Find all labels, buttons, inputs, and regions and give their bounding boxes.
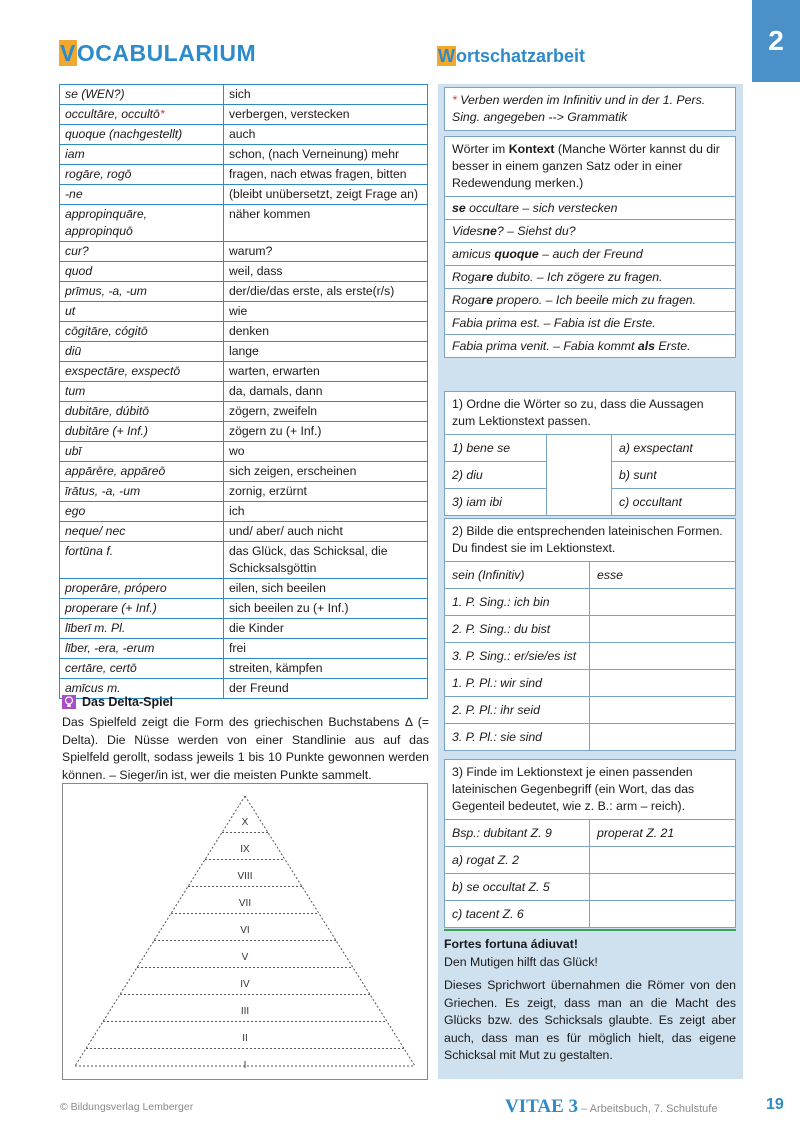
exercise-1-right: c) occultant — [612, 489, 735, 516]
latin-word: cōgitāre, cógitō — [60, 322, 224, 342]
exercise-2-row — [445, 724, 735, 751]
copyright: © Bildungsverlag Lemberger — [60, 1101, 194, 1113]
delta-game-heading — [62, 695, 173, 709]
latin-word: dubitāre (+ Inf.) — [60, 422, 224, 442]
proverb-box — [444, 929, 736, 1065]
exercise-1-grid — [445, 434, 735, 515]
vocabularium-heading: VOCABULARIUM — [60, 40, 257, 66]
delta-game-board — [62, 783, 428, 1080]
proverb-translation: Den Mutigen hilft das Glück! — [444, 954, 598, 969]
exercise-3-grid — [445, 819, 735, 927]
page-number: 19 — [766, 1096, 784, 1113]
antonym-answer[interactable] — [590, 901, 736, 928]
latin-word: iam — [60, 145, 224, 165]
german-meaning: warten, erwarten — [224, 362, 428, 382]
latin-word: quod — [60, 262, 224, 282]
form-answer[interactable] — [590, 589, 736, 616]
latin-word: prīmus, -a, -um — [60, 282, 224, 302]
latin-word: dubitāre, dúbitō — [60, 402, 224, 422]
german-meaning: der Freund — [224, 679, 428, 699]
latin-word: līberī m. Pl. — [60, 619, 224, 639]
german-meaning: das Glück, das Schicksal, die Schicksalsgöttin — [224, 542, 428, 579]
latin-word: properare (+ Inf.) — [60, 599, 224, 619]
exercise-2-row — [445, 562, 735, 589]
heading-initial: V — [60, 40, 76, 66]
delta-game-title: Das Delta-Spiel — [82, 695, 174, 709]
zone-label: I — [243, 1059, 247, 1071]
form-prompt: 2. P. Pl.: ihr seid — [445, 697, 590, 724]
zone-label: VII — [238, 897, 252, 909]
form-prompt: 3. P. Pl.: sie sind — [445, 724, 590, 751]
vocab-row — [60, 262, 428, 282]
antonym-answer[interactable] — [590, 847, 736, 874]
exercise-2-row — [445, 697, 735, 724]
vocab-row — [60, 165, 428, 185]
zone-label: IV — [240, 978, 250, 990]
context-sentence: Rogare dubito. – Ich zögere zu fragen. — [445, 265, 735, 288]
german-meaning: (bleibt unübersetzt, zeigt Frage an) — [224, 185, 428, 205]
proverb-title: Fortes fortuna ádiuvat! — [444, 937, 578, 951]
vocab-row — [60, 522, 428, 542]
german-meaning: sich zeigen, erscheinen — [224, 462, 428, 482]
german-meaning: und/ aber/ auch nicht — [224, 522, 428, 542]
exercise-2-row — [445, 616, 735, 643]
german-meaning: eilen, sich beeilen — [224, 579, 428, 599]
latin-word: fortūna f. — [60, 542, 224, 579]
latin-word: diū — [60, 342, 224, 362]
latin-word: īrātus, -a, -um — [60, 482, 224, 502]
latin-word: certāre, certō — [60, 659, 224, 679]
antonym-prompt: a) rogat Z. 2 — [445, 847, 590, 874]
context-intro: Wörter im Kontext (Manche Wörter kannst du dir besser in einem ganzen Satz oder in einer Redewendung merken.) — [452, 142, 720, 190]
vocab-row — [60, 502, 428, 522]
vocab-row — [60, 302, 428, 322]
exercise-3-title: 3) Finde im Lektionstext je einen passenden lateinischen Gegenbegriff (ein Wort, das das Gegenteil bedeutet, wie z. B.: arm – reich). — [452, 765, 695, 813]
triangle-left-edge — [75, 796, 245, 1066]
vocab-row — [60, 639, 428, 659]
latin-word: ubī — [60, 442, 224, 462]
german-meaning: denken — [224, 322, 428, 342]
form-prompt: 1. P. Pl.: wir sind — [445, 670, 590, 697]
latin-word: līber, -era, -erum — [60, 639, 224, 659]
exercise-2-row — [445, 643, 735, 670]
delta-triangle — [63, 784, 427, 1079]
vocab-row — [60, 579, 428, 599]
exercise-1-left: 1) bene se — [445, 435, 547, 462]
vocab-row — [60, 382, 428, 402]
form-prompt: 3. P. Sing.: er/sie/es ist — [445, 643, 590, 670]
german-meaning: ich — [224, 502, 428, 522]
german-meaning: wo — [224, 442, 428, 462]
wortschatzarbeit-heading: Wortschatzarbeit — [438, 46, 586, 66]
grammar-note-text: Verben werden im Infinitiv und in der 1. Pers. Sing. angegeben --> Grammatik — [452, 93, 706, 124]
german-meaning: sich beeilen zu (+ Inf.) — [224, 599, 428, 619]
antonym-prompt: Bsp.: dubitant Z. 9 — [445, 820, 590, 847]
vocab-row — [60, 322, 428, 342]
form-answer[interactable] — [590, 670, 736, 697]
exercise-1-right: a) exspectant — [612, 435, 735, 462]
vocab-row — [60, 402, 428, 422]
zone-label: II — [242, 1032, 248, 1044]
german-meaning: da, damals, dann — [224, 382, 428, 402]
zone-label: IX — [240, 843, 250, 855]
form-prompt: 1. P. Sing.: ich bin — [445, 589, 590, 616]
form-prompt: sein (Infinitiv) — [445, 562, 590, 589]
latin-word: ego — [60, 502, 224, 522]
latin-word: occultāre, occultō* — [60, 105, 224, 125]
german-meaning: näher kommen — [224, 205, 428, 242]
exercise-2 — [444, 518, 736, 751]
latin-word: exspectāre, exspectō — [60, 362, 224, 382]
german-meaning: lange — [224, 342, 428, 362]
exercise-2-grid — [445, 561, 735, 750]
latin-word: quoque (nachgestellt) — [60, 125, 224, 145]
exercise-3-row — [445, 820, 735, 847]
exercise-1-title: 1) Ordne die Wörter so zu, dass die Aussagen zum Lektionstext passen. — [452, 397, 704, 428]
antonym-prompt: b) se occultat Z. 5 — [445, 874, 590, 901]
zone-label: III — [240, 1005, 250, 1017]
german-meaning: zögern, zweifeln — [224, 402, 428, 422]
german-meaning: auch — [224, 125, 428, 145]
form-answer[interactable] — [590, 724, 736, 751]
german-meaning: frei — [224, 639, 428, 659]
latin-word: properāre, própero — [60, 579, 224, 599]
exercise-1-row — [445, 435, 735, 462]
latin-word: tum — [60, 382, 224, 402]
vocab-row — [60, 282, 428, 302]
lightbulb-icon — [62, 695, 76, 709]
form-answer: esse — [590, 562, 736, 589]
vocab-row — [60, 442, 428, 462]
german-meaning: schon, (nach Verneinung) mehr — [224, 145, 428, 165]
vocab-row — [60, 145, 428, 165]
triangle-right-edge — [245, 796, 415, 1066]
exercise-2-row — [445, 670, 735, 697]
context-box — [444, 136, 736, 358]
vocab-row — [60, 242, 428, 262]
antonym-answer[interactable] — [590, 874, 736, 901]
exercise-1-left: 2) diu — [445, 462, 547, 489]
vocabulary-table — [59, 84, 428, 699]
asterisk: * — [452, 93, 457, 107]
proverb-text: Dieses Sprichwort übernahmen die Römer von den Griechen. Es zeigt, dass man an die Macht des Glücks bzw. des Schicksals glaubte. Es zeigt aber auch, dass man es für möglich hielt, das eigene Schicksal mit Mut zu gestalten. — [444, 978, 736, 1062]
german-meaning: die Kinder — [224, 619, 428, 639]
latin-word: appropinquāre, appropinquō — [60, 205, 224, 242]
german-meaning: zögern zu (+ Inf.) — [224, 422, 428, 442]
delta-game-description: Das Spielfeld zeigt die Form des griechischen Buchstabens Δ (= Delta). Die Nüsse werden von einer Standlinie aus auf das Spielfeld gerollt, sodass jeweils 1 bis 10 Punkte gewonnen werden können. – Sieger/in ist, wer die meisten Punkte sammelt. — [62, 715, 429, 782]
latin-word: cur? — [60, 242, 224, 262]
german-meaning: weil, dass — [224, 262, 428, 282]
form-answer[interactable] — [590, 697, 736, 724]
answer-field[interactable] — [547, 435, 612, 516]
german-meaning: streiten, kämpfen — [224, 659, 428, 679]
antonym-answer: properat Z. 21 — [590, 820, 736, 847]
german-meaning: wie — [224, 302, 428, 322]
latin-word: ut — [60, 302, 224, 322]
book-title: VITAE 3 – Arbeitsbuch, 7. Schulstufe — [505, 1096, 718, 1117]
vocab-row — [60, 205, 428, 242]
exercise-1-left: 3) iam ibi — [445, 489, 547, 516]
latin-word: -ne — [60, 185, 224, 205]
vocab-row — [60, 105, 428, 125]
chapter-badge: 2 — [752, 0, 800, 82]
context-sentence: Rogare propero. – Ich beeile mich zu fragen. — [445, 288, 735, 311]
vocab-row — [60, 422, 428, 442]
latin-word: se (WEN?) — [60, 85, 224, 105]
vocab-row — [60, 542, 428, 579]
zone-label: X — [241, 816, 249, 828]
antonym-prompt: c) tacent Z. 6 — [445, 901, 590, 928]
context-sentence: amicus quoque – auch der Freund — [445, 242, 735, 265]
vocab-row — [60, 125, 428, 145]
exercise-1-right: b) sunt — [612, 462, 735, 489]
german-meaning: der/die/das erste, als erste(r/s) — [224, 282, 428, 302]
grammar-note — [444, 87, 736, 131]
vocab-row — [60, 462, 428, 482]
vocab-row — [60, 619, 428, 639]
zone-label: VIII — [237, 870, 253, 882]
latin-word: rogāre, rogō — [60, 165, 224, 185]
vocab-row — [60, 482, 428, 502]
latin-word: appārēre, appāreō — [60, 462, 224, 482]
german-meaning: zornig, erzürnt — [224, 482, 428, 502]
exercise-3-row — [445, 874, 735, 901]
form-prompt: 2. P. Sing.: du bist — [445, 616, 590, 643]
exercise-3 — [444, 759, 736, 928]
exercise-3-row — [445, 901, 735, 928]
zone-label: VI — [240, 924, 250, 936]
vocab-row — [60, 185, 428, 205]
context-sentence: Fabia prima venit. – Fabia kommt als Erste. — [445, 334, 735, 357]
latin-word: neque/ nec — [60, 522, 224, 542]
vocab-row — [60, 362, 428, 382]
vocab-row — [60, 85, 428, 105]
asterisk: * — [159, 107, 165, 121]
exercise-3-row — [445, 847, 735, 874]
heading-initial: W — [438, 46, 455, 66]
german-meaning: sich — [224, 85, 428, 105]
vocab-row — [60, 659, 428, 679]
exercise-2-row — [445, 589, 735, 616]
form-answer[interactable] — [590, 643, 736, 670]
context-sentence: Fabia prima est. – Fabia ist die Erste. — [445, 311, 735, 334]
context-sentence: Videsne? – Siehst du? — [445, 219, 735, 242]
latin-word: amīcus m. — [60, 679, 224, 699]
form-answer[interactable] — [590, 616, 736, 643]
exercise-2-title: 2) Bilde die entsprechenden lateinischen Formen. Du findest sie im Lektionstext. — [452, 524, 723, 555]
german-meaning: verbergen, verstecken — [224, 105, 428, 125]
german-meaning: warum? — [224, 242, 428, 262]
zone-label: V — [241, 951, 249, 963]
exercise-1 — [444, 391, 736, 516]
vocab-row — [60, 342, 428, 362]
german-meaning: fragen, nach etwas fragen, bitten — [224, 165, 428, 185]
context-sentence: se occultare – sich verstecken — [445, 196, 735, 219]
vocab-row — [60, 599, 428, 619]
